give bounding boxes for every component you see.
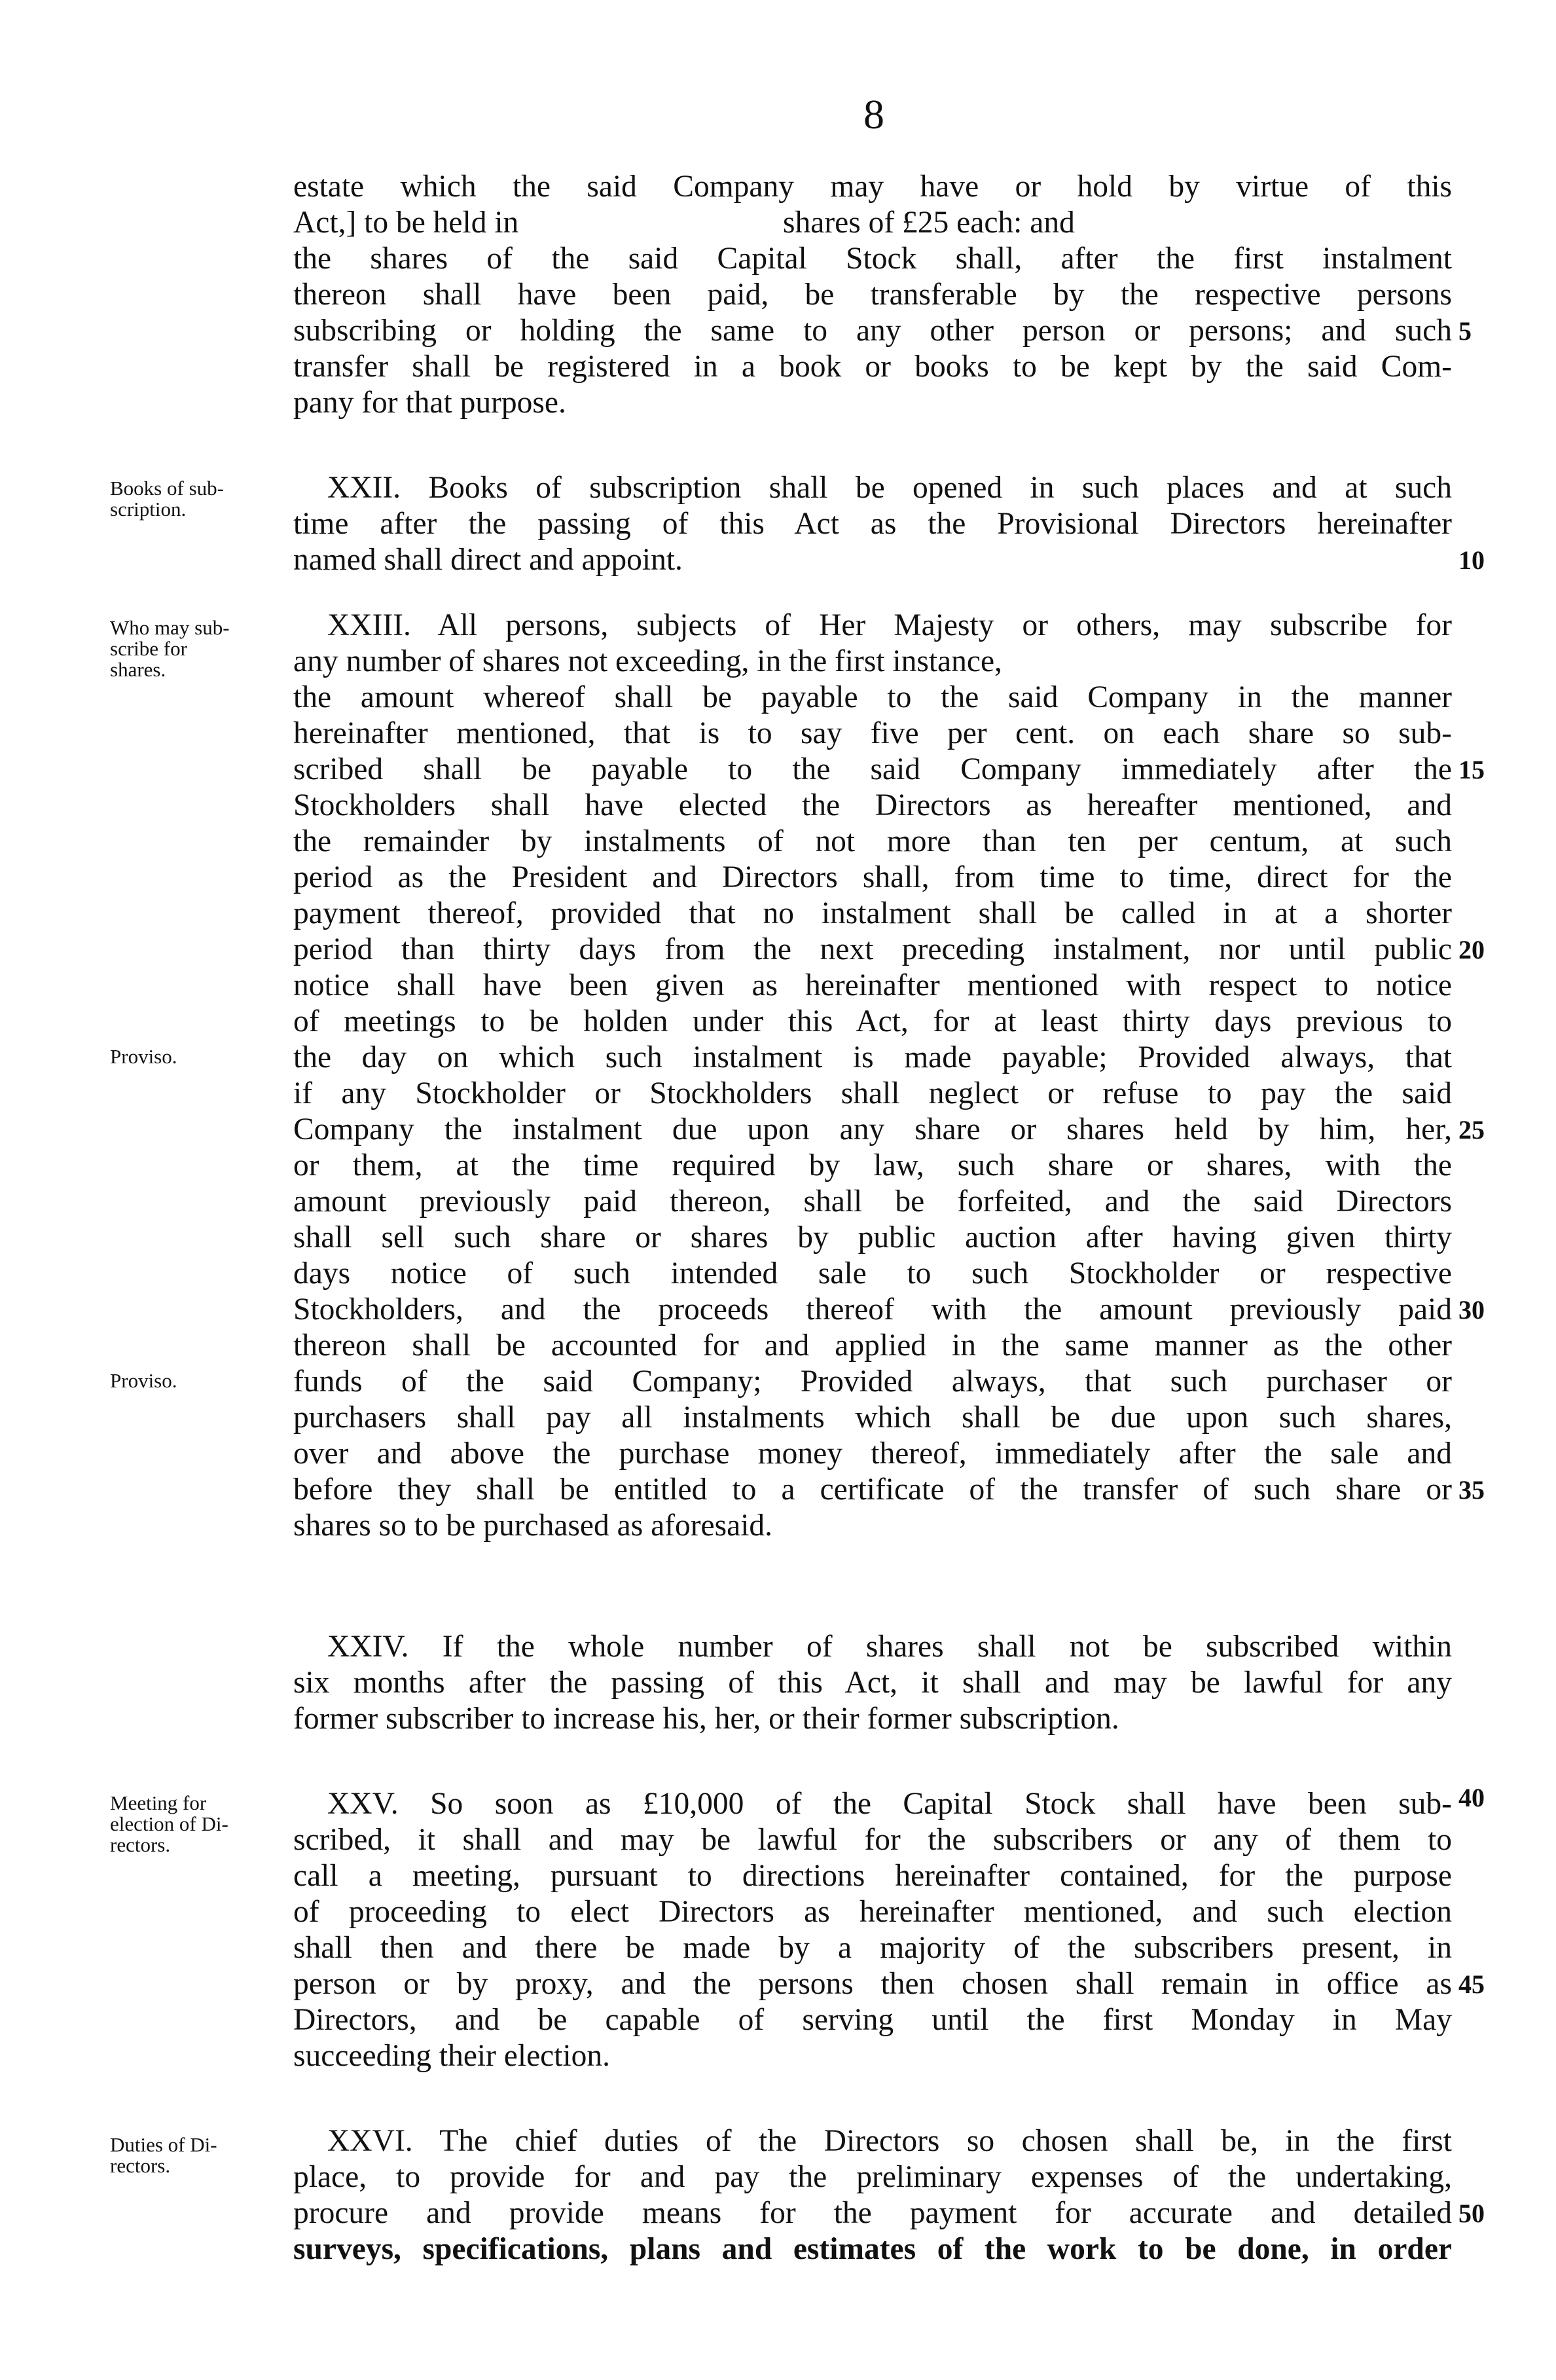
line-number: 15 [1458, 755, 1485, 784]
page-number: 8 [863, 91, 884, 137]
body-line: pany for that purpose. [293, 386, 566, 420]
line-number: 35 [1458, 1475, 1485, 1505]
body-line: Act,] to be held in shares of £25 each: and [293, 206, 1075, 240]
body-line: shall then and there be made by a majority of the subscribers present, in [293, 1931, 1452, 1965]
body-line: subscribing or holding the same to any other person or persons; and such [293, 314, 1452, 348]
margin-note-books-of-subscription: Books of sub- [110, 477, 224, 500]
body-line: of meetings to be holden under this Act, for at least thirty days previous to [293, 1004, 1452, 1038]
body-line: period as the President and Directors shall, from time to time, direct for the [293, 860, 1452, 894]
body-line: former subscriber to increase his, her, or their former subscription. [293, 1702, 1119, 1736]
body-line: named shall direct and appoint. [293, 543, 683, 577]
body-line: payment thereof, provided that no instalment shall be called in at a shorter [293, 896, 1452, 930]
margin-note-proviso: Proviso. [110, 1369, 177, 1392]
margin-note-who-may-subscribe: scribe for [110, 637, 187, 660]
body-line: thereon shall have been paid, be transferable by the respective persons [293, 278, 1452, 312]
margin-note-meeting-for-election: rectors. [110, 1833, 171, 1856]
body-line: surveys, specifications, plans and estimates of the work to be done, in order [293, 2232, 1452, 2266]
body-line: of proceeding to elect Directors as hereinafter mentioned, and such election [293, 1895, 1452, 1929]
body-line: call a meeting, pursuant to directions hereinafter contained, for the purpose [293, 1859, 1452, 1893]
body-line: funds of the said Company; Provided always, that such purchaser or [293, 1364, 1452, 1399]
body-line: estate which the said Company may have or hold by virtue of this [293, 170, 1452, 204]
section-xxv-heading-line: XXV. So soon as £10,000 of the Capital Stock shall have been sub- [327, 1787, 1452, 1821]
margin-note-who-may-subscribe: Who may sub- [110, 616, 230, 639]
line-number: 20 [1458, 935, 1485, 964]
body-line: six months after the passing of this Act, it shall and may be lawful for any [293, 1666, 1452, 1700]
section-xxvi-heading-line: XXVI. The chief duties of the Directors so chosen shall be, in the first [327, 2124, 1452, 2158]
body-line: days notice of such intended sale to such Stockholder or respective [293, 1256, 1452, 1291]
margin-note-proviso: Proviso. [110, 1045, 177, 1068]
line-number: 30 [1458, 1295, 1485, 1325]
margin-note-duties-of-directors: Duties of Di- [110, 2133, 217, 2156]
body-line: Company the instalment due upon any share or shares held by him, her, [293, 1112, 1452, 1146]
body-line: the amount whereof shall be payable to the said Company in the manner [293, 680, 1452, 714]
body-line: purchasers shall pay all instalments which shall be due upon such shares, [293, 1401, 1452, 1435]
body-line: Stockholders, and the proceeds thereof with the amount previously paid [293, 1292, 1452, 1327]
margin-note-meeting-for-election: election of Di- [110, 1812, 228, 1835]
margin-note-duties-of-directors: rectors. [110, 2154, 171, 2177]
body-line: transfer shall be registered in a book or books to be kept by the said Com- [293, 350, 1452, 384]
body-line: notice shall have been given as hereinafter mentioned with respect to notice [293, 968, 1452, 1002]
section-xxiv-heading-line: XXIV. If the whole number of shares shall not be subscribed within [327, 1630, 1452, 1664]
body-line: scribed shall be payable to the said Company immediately after the [293, 752, 1452, 786]
section-xxiii-heading-line: XXIII. All persons, subjects of Her Majesty or others, may subscribe for [327, 608, 1452, 642]
body-line: Directors, and be capable of serving until the first Monday in May [293, 2003, 1452, 2037]
body-line: time after the passing of this Act as the Provisional Directors hereinafter [293, 507, 1452, 541]
body-line: Stockholders shall have elected the Directors as hereafter mentioned, and [293, 788, 1452, 822]
body-line: place, to provide for and pay the preliminary expenses of the undertaking, [293, 2160, 1452, 2194]
body-line: thereon shall be accounted for and applied in the same manner as the other [293, 1328, 1452, 1363]
line-number: 40 [1458, 1783, 1485, 1812]
body-line: succeeding their election. [293, 2039, 611, 2073]
line-number: 50 [1458, 2199, 1485, 2228]
body-line: shares so to be purchased as aforesaid. [293, 1509, 773, 1543]
body-line: before they shall be entitled to a certificate of the transfer of such share or [293, 1473, 1452, 1507]
margin-note-who-may-subscribe: shares. [110, 658, 166, 681]
margin-note-meeting-for-election: Meeting for [110, 1791, 207, 1814]
body-line: the remainder by instalments of not more than ten per centum, at such [293, 824, 1452, 858]
line-number: 5 [1458, 316, 1472, 346]
line-number: 25 [1458, 1115, 1485, 1144]
body-line: shall sell such share or shares by public auction after having given thirty [293, 1220, 1452, 1254]
body-line: the day on which such instalment is made payable; Provided always, that [293, 1040, 1452, 1074]
body-line: the shares of the said Capital Stock shall, after the first instalment [293, 242, 1452, 276]
body-line: over and above the purchase money thereof, immediately after the sale and [293, 1437, 1452, 1471]
section-xxii-heading-line: XXII. Books of subscription shall be opened in such places and at such [327, 471, 1452, 505]
margin-note-books-of-subscription: scription. [110, 498, 187, 521]
line-number: 10 [1458, 545, 1485, 575]
body-line: or them, at the time required by law, such share or shares, with the [293, 1148, 1452, 1182]
body-line: amount previously paid thereon, shall be forfeited, and the said Directors [293, 1184, 1452, 1218]
body-line: if any Stockholder or Stockholders shall neglect or refuse to pay the said [293, 1076, 1452, 1110]
body-line: period than thirty days from the next preceding instalment, nor until public [293, 932, 1452, 966]
body-line: any number of shares not exceeding, in the first instance, [293, 644, 1002, 678]
body-line: procure and provide means for the payment for accurate and detailed [293, 2196, 1452, 2230]
body-line: hereinafter mentioned, that is to say five per cent. on each share so sub- [293, 716, 1452, 750]
line-number: 45 [1458, 1969, 1485, 1999]
body-line: person or by proxy, and the persons then chosen shall remain in office as [293, 1967, 1452, 2001]
body-line: scribed, it shall and may be lawful for the subscribers or any of them to [293, 1823, 1452, 1857]
